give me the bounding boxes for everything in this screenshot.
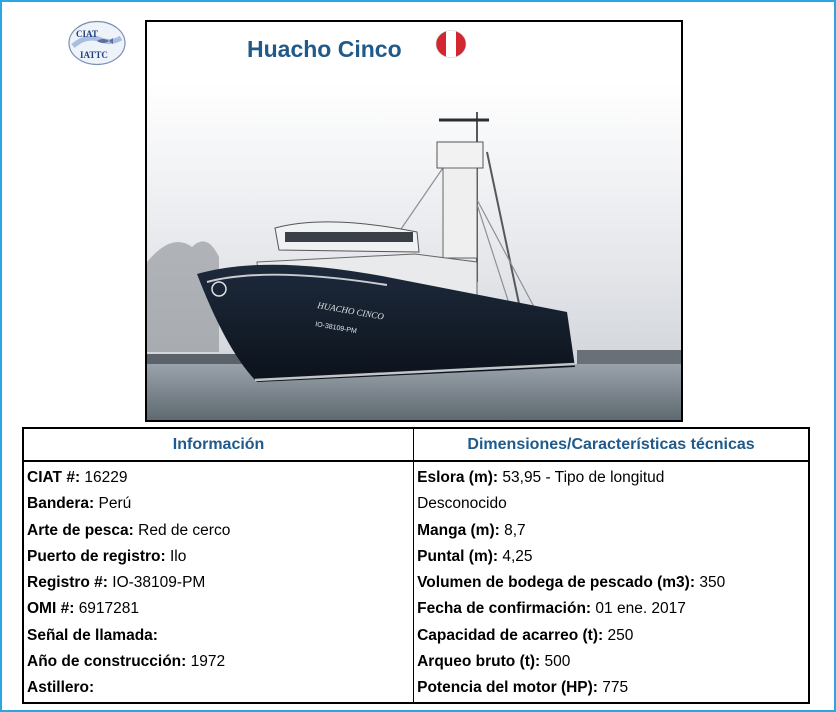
dim-row-puntal: Puntal (m): 4,25 xyxy=(417,547,533,565)
peru-flag-icon xyxy=(435,30,467,58)
info-row-senal: Señal de llamada: xyxy=(27,626,158,644)
info-row-omi: OMI #: 6917281 xyxy=(27,600,140,618)
hull-name-text: HUACHO CINCO xyxy=(316,300,385,322)
dim-row-potencia: Potencia del motor (HP): 775 xyxy=(417,679,629,697)
dim-row-manga: Manga (m): 8,7 xyxy=(417,521,526,539)
logo-text-iattc: IATTC xyxy=(80,50,108,60)
dim-row-eslora: Eslora (m): 53,95 - Tipo de longitud xyxy=(417,469,665,486)
dim-row-arqueo: Arqueo bruto (t): 500 xyxy=(417,653,571,671)
dimensions-column xyxy=(414,461,809,703)
info-row-registro: Registro #: IO-38109-PM xyxy=(27,574,206,592)
ciat-logo xyxy=(67,20,127,66)
info-column xyxy=(23,461,414,703)
hull-registry-text: IO-38109-PM xyxy=(314,321,358,336)
vessel-card xyxy=(145,20,683,422)
dim-row-capacidad: Capacidad de acarreo (t): 250 xyxy=(417,626,634,644)
info-row-ciat: CIAT #: 16229 xyxy=(27,469,128,486)
dim-row-volumen: Volumen de bodega de pescado (m3): 350 xyxy=(417,574,726,592)
info-row-anio: Año de construcción: 1972 xyxy=(27,653,226,671)
dimensions-column-header: Dimensiones/Características técnicas xyxy=(414,428,809,461)
dim-row-eslora-cont: Desconocido xyxy=(417,495,507,513)
logo-text-ciat: CIAT xyxy=(76,29,98,39)
info-column-header: Información xyxy=(23,428,414,461)
vessel-info-table xyxy=(22,427,810,704)
info-row-bandera: Bandera: Perú xyxy=(27,495,132,513)
info-row-arte-pesca: Arte de pesca: Red de cerco xyxy=(27,521,231,539)
info-row-puerto: Puerto de registro: Ilo xyxy=(27,547,187,565)
vessel-photo xyxy=(147,82,681,420)
vessel-name: Huacho Cinco xyxy=(247,36,402,62)
info-row-astillero: Astillero: xyxy=(27,679,95,697)
dim-row-fecha: Fecha de confirmación: 01 ene. 2017 xyxy=(417,600,686,618)
